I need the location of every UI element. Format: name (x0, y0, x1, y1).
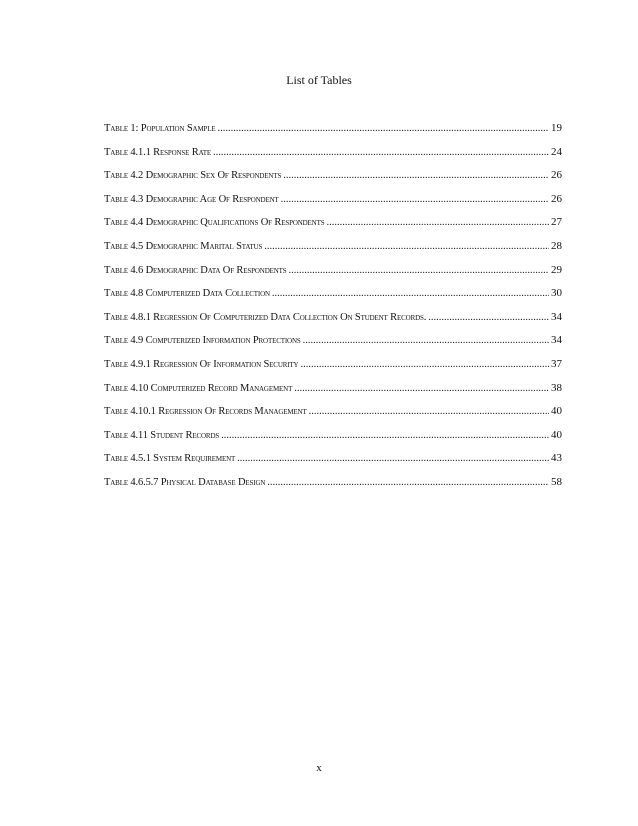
toc-entry[interactable] (104, 193, 562, 217)
toc-entry-label: Table 1: Population Sample (104, 123, 216, 134)
toc-entry-label: Table 4.4 Demographic Qualifications Of Respondents (104, 217, 325, 229)
dot-leader (289, 265, 550, 276)
toc-entry-page: 34 (551, 334, 562, 347)
dot-leader (221, 430, 549, 441)
toc-entry[interactable] (104, 122, 562, 146)
dot-leader (213, 147, 549, 158)
toc-entry[interactable] (104, 334, 562, 358)
toc-entry-label: Table 4.5 Demographic Marital Status (104, 240, 263, 252)
toc-entry-page: 24 (551, 145, 562, 158)
toc-entry-label: Table 4.1.1 Response Rate (104, 146, 211, 158)
toc-entry[interactable] (104, 169, 562, 193)
page-title: List of Tables (286, 73, 352, 87)
dot-leader (267, 477, 549, 488)
toc-entry[interactable] (104, 429, 562, 453)
dot-leader (309, 406, 549, 417)
toc-entry-label: Table 4.6 Demographic Data Of Respondents (104, 264, 287, 276)
toc-entry-page: 27 (551, 216, 562, 229)
toc-entry[interactable] (104, 452, 562, 476)
dot-leader (303, 335, 549, 346)
toc-entry-label: Table 4.9.1 Regression Of Information Security (104, 358, 299, 370)
toc-entry-page: 26 (551, 169, 562, 182)
page-number: x (316, 762, 322, 774)
toc-entry-page: 30 (551, 287, 562, 300)
toc-entry-page: 58 (551, 475, 562, 488)
toc-entry-page: 34 (551, 310, 562, 323)
dot-leader (294, 383, 549, 394)
toc-entry-label: Table 4.9 Computerized Information Protections (104, 335, 301, 347)
toc-entry[interactable] (104, 358, 562, 382)
toc-entry-label: Table 4.10 Computerized Record Management (104, 382, 293, 394)
toc-entry-page: 29 (551, 263, 562, 276)
dot-leader (281, 194, 549, 205)
toc-entry-label: Table 4.2 Demographic Sex Of Respondents (104, 170, 282, 182)
toc-entry[interactable] (104, 382, 562, 406)
dot-leader (272, 288, 549, 299)
toc-entry[interactable] (104, 287, 562, 311)
list-of-tables (104, 122, 562, 500)
dot-leader (264, 241, 549, 252)
toc-entry-label: Table 4.3 Demographic Age Of Respondent (104, 193, 279, 205)
toc-entry[interactable] (104, 240, 562, 264)
toc-entry[interactable] (104, 146, 562, 170)
dot-leader (218, 123, 549, 134)
toc-entry-label: Table 4.11 Student Records (104, 429, 220, 441)
toc-entry-page: 19 (551, 122, 562, 134)
toc-entry-label: Table 4.8.1 Regression Of Computerized Data Collection On Student Records. (104, 311, 427, 323)
toc-entry-page: 38 (551, 381, 562, 394)
toc-entry[interactable] (104, 311, 562, 335)
toc-entry-label: Table 4.8 Computerized Data Collection (104, 288, 270, 300)
toc-entry[interactable] (104, 264, 562, 288)
toc-entry-label: Table 4.6.5.7 Physical Database Design (104, 476, 266, 488)
toc-entry[interactable] (104, 476, 562, 500)
toc-entry-page: 40 (551, 428, 562, 441)
toc-entry-page: 37 (551, 357, 562, 370)
dot-leader (326, 217, 549, 228)
dot-leader (428, 312, 549, 323)
toc-entry-page: 28 (551, 239, 562, 252)
toc-entry-label: Table 4.5.1 System Requirement (104, 453, 236, 465)
dot-leader (237, 453, 549, 464)
toc-entry-page: 43 (551, 452, 562, 465)
toc-entry-page: 26 (551, 192, 562, 205)
toc-entry[interactable] (104, 216, 562, 240)
toc-entry[interactable] (104, 405, 562, 429)
toc-entry-label: Table 4.10.1 Regression Of Records Management (104, 406, 307, 418)
toc-entry-page: 40 (551, 405, 562, 418)
dot-leader (300, 359, 549, 370)
dot-leader (283, 170, 549, 181)
